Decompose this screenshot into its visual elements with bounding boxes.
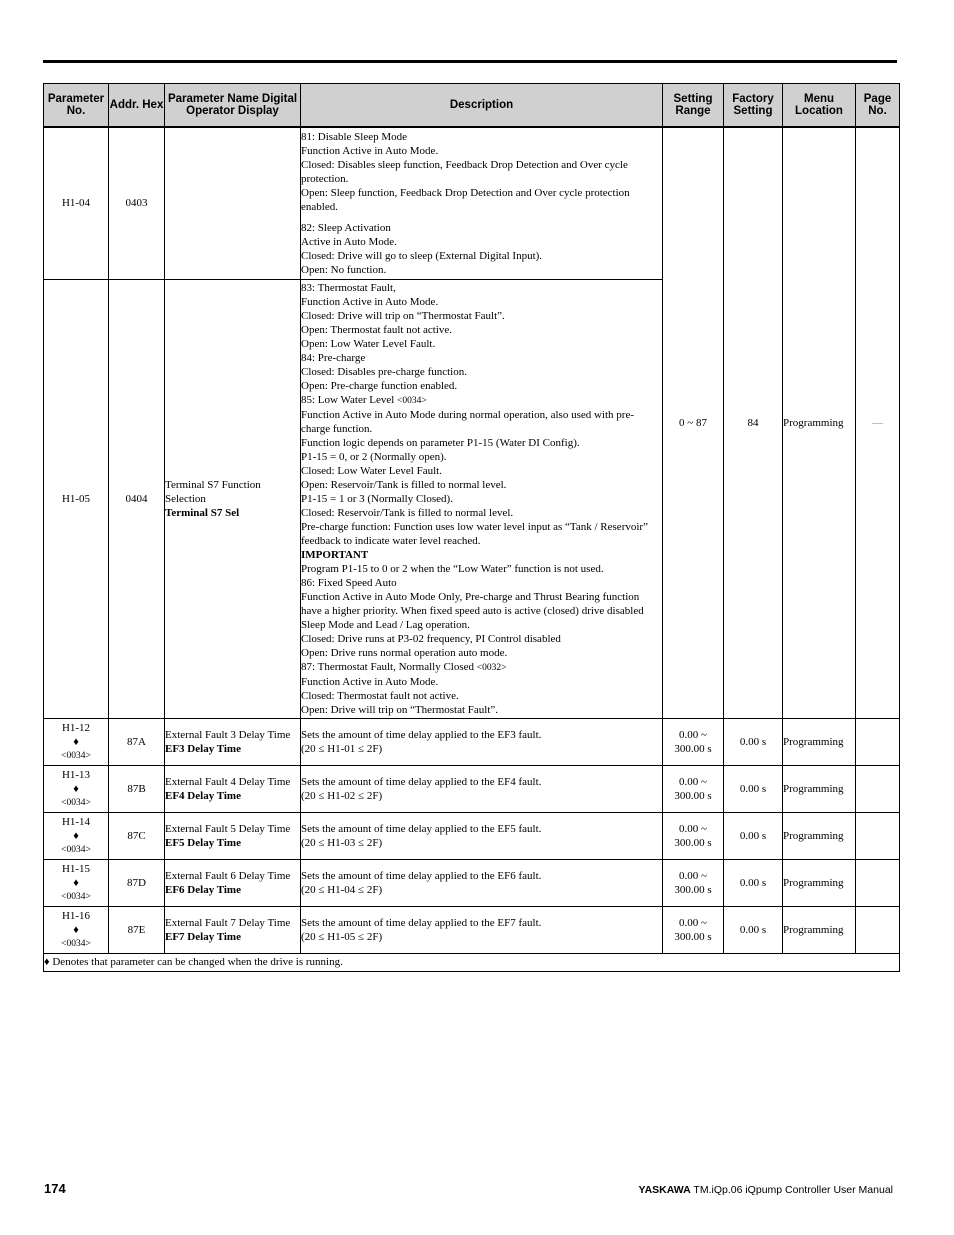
header-param-name: Parameter Name Digital Operator Display <box>165 84 301 128</box>
page-no <box>856 765 900 812</box>
param-name-display: EF7 Delay Time <box>165 930 241 943</box>
setting-range-max: 300.00 s <box>674 836 712 849</box>
description-line: (20 ≤ H1-02 ≤ 2F) <box>301 789 383 802</box>
description <box>301 127 663 279</box>
factory-setting: 0.00 s <box>724 859 783 906</box>
header-menu-location: Menu Location <box>783 84 856 128</box>
description <box>301 812 663 859</box>
page-no <box>856 812 900 859</box>
brand-name: YASKAWA <box>638 1184 691 1196</box>
param-name-display: EF3 Delay Time <box>165 742 241 755</box>
table-row <box>44 718 900 765</box>
param-code: H1-14 <box>61 815 91 828</box>
description-block-82 <box>301 221 662 277</box>
run-change-diamond-icon: ♦ <box>73 876 79 889</box>
menu-location: Programming <box>783 765 856 812</box>
description-line: Closed: Disables sleep function, Feedback Drop Detection and Over cycle protection. <box>301 158 628 185</box>
description-line: 83: Thermostat Fault, <box>301 281 396 294</box>
table-row <box>44 859 900 906</box>
description-line: 84: Pre-charge <box>301 351 366 364</box>
setting-range: 0 ~ 87 <box>663 127 724 718</box>
param-name <box>165 906 301 953</box>
param-no: H1-04 <box>44 127 109 279</box>
param-name-full: External Fault 7 Delay Time <box>165 916 291 929</box>
param-name <box>165 127 301 279</box>
description-block-81 <box>301 130 662 214</box>
table-row-h1-04 <box>44 127 900 279</box>
version-tag: <0034> <box>61 891 91 902</box>
description-line: Open: Thermostat fault not active. <box>301 323 453 336</box>
description <box>301 906 663 953</box>
description-line: Function Active in Auto Mode. <box>301 144 439 157</box>
description-line: (20 ≤ H1-03 ≤ 2F) <box>301 836 383 849</box>
description <box>301 765 663 812</box>
setting-range-max: 300.00 s <box>674 789 712 802</box>
factory-setting: 0.00 s <box>724 765 783 812</box>
table-row <box>44 906 900 953</box>
description-line: Function Active in Auto Mode Only, Pre-charge and Thrust Bearing function have a higher priority. When fixed speed auto is active (closed) drive disabled Sleep Mode and Lead / Lag operation. <box>301 590 644 631</box>
addr-hex: 87E <box>109 906 165 953</box>
header-param-no: Parameter No. <box>44 84 109 128</box>
setting-range-min: 0.00 ~ <box>679 916 707 929</box>
version-tag: <0034> <box>61 938 91 949</box>
factory-setting: 84 <box>724 127 783 718</box>
setting-range-max: 300.00 s <box>674 883 712 896</box>
factory-setting: 0.00 s <box>724 906 783 953</box>
description-line: P1-15 = 1 or 3 (Normally Closed). <box>301 492 453 505</box>
header-description: Description <box>301 84 663 128</box>
parameter-table <box>43 83 900 972</box>
page-no <box>856 859 900 906</box>
param-name-display: EF6 Delay Time <box>165 883 241 896</box>
setting-range-max: 300.00 s <box>674 930 712 943</box>
param-name-display: Terminal S7 Sel <box>165 506 240 519</box>
setting-range-min: 0.00 ~ <box>679 822 707 835</box>
addr-hex: 87A <box>109 718 165 765</box>
setting-range-min: 0.00 ~ <box>679 869 707 882</box>
param-code: H1-12 <box>61 721 91 734</box>
description-line: 82: Sleep Activation <box>301 221 391 234</box>
description-line: Open: Sleep function, Feedback Drop Detection and Over cycle protection enabled. <box>301 186 630 213</box>
description <box>301 718 663 765</box>
description-line: Closed: Thermostat fault not active. <box>301 689 459 702</box>
param-no <box>44 859 109 906</box>
param-name <box>165 812 301 859</box>
description-line: Closed: Reservoir/Tank is filled to normal level. <box>301 506 514 519</box>
addr-hex: 87B <box>109 765 165 812</box>
description-line: Sets the amount of time delay applied to the EF5 fault. <box>301 822 542 835</box>
header-factory-setting: Factory Setting <box>724 84 783 128</box>
param-name-full: External Fault 5 Delay Time <box>165 822 291 835</box>
top-rule <box>43 60 897 63</box>
description-line: Sets the amount of time delay applied to the EF7 fault. <box>301 916 542 929</box>
param-name-full: Terminal S7 Function Selection <box>165 478 261 505</box>
table-row <box>44 812 900 859</box>
param-code: H1-16 <box>61 909 91 922</box>
description-line: Sets the amount of time delay applied to the EF3 fault. <box>301 728 542 741</box>
description-line: P1-15 = 0, or 2 (Normally open). <box>301 450 447 463</box>
description-line: Closed: Disables pre-charge function. <box>301 365 467 378</box>
version-tag: <0034> <box>61 797 91 808</box>
description-line: 81: Disable Sleep Mode <box>301 130 408 143</box>
param-name <box>165 718 301 765</box>
setting-range-min: 0.00 ~ <box>679 728 707 741</box>
param-code: H1-15 <box>61 862 91 875</box>
footnote: ♦ Denotes that parameter can be changed when the drive is running. <box>44 953 900 971</box>
doc-name: TM.iQp.06 iQpump Controller User Manual <box>693 1184 893 1196</box>
run-change-diamond-icon: ♦ <box>73 829 79 842</box>
param-name <box>165 765 301 812</box>
description-line: Open: Pre-charge function enabled. <box>301 379 458 392</box>
menu-location: Programming <box>783 127 856 718</box>
run-change-diamond-icon: ♦ <box>73 923 79 936</box>
description-line: Active in Auto Mode. <box>301 235 397 248</box>
description-line: Sets the amount of time delay applied to the EF6 fault. <box>301 869 542 882</box>
description-line: (20 ≤ H1-04 ≤ 2F) <box>301 883 383 896</box>
addr-hex: 0404 <box>109 279 165 718</box>
description-line: 86: Fixed Speed Auto <box>301 576 397 589</box>
setting-range <box>663 812 724 859</box>
setting-range <box>663 906 724 953</box>
header-setting-range: Setting Range <box>663 84 724 128</box>
setting-range-max: 300.00 s <box>674 742 712 755</box>
description-line: Open: Low Water Level Fault. <box>301 337 436 350</box>
description-line: Open: Reservoir/Tank is filled to normal level. <box>301 478 507 491</box>
footnote-row <box>44 953 900 971</box>
version-tag: <0034> <box>61 750 91 761</box>
menu-location: Programming <box>783 859 856 906</box>
description-line: Function Active in Auto Mode. <box>301 295 439 308</box>
description-line: Open: Drive will trip on “Thermostat Fault”. <box>301 703 499 716</box>
param-no <box>44 765 109 812</box>
table-row <box>44 765 900 812</box>
description <box>301 859 663 906</box>
description-line: Closed: Drive runs at P3-02 frequency, PI Control disabled <box>301 632 561 645</box>
run-change-diamond-icon: ♦ <box>73 735 79 748</box>
description-line: Pre-charge function: Function uses low water level input as “Tank / Reservoir” feedback to indicate water level reached. <box>301 520 648 547</box>
factory-setting: 0.00 s <box>724 718 783 765</box>
description-line: Closed: Drive will go to sleep (External Digital Input). <box>301 249 543 262</box>
menu-location: Programming <box>783 906 856 953</box>
run-change-diamond-icon: ♦ <box>73 782 79 795</box>
description-line-87: 87: Thermostat Fault, Normally Closed <0032> <box>301 660 507 673</box>
page-number: 174 <box>44 1181 66 1196</box>
description-line: (20 ≤ H1-01 ≤ 2F) <box>301 742 383 755</box>
param-no: H1-05 <box>44 279 109 718</box>
param-name <box>165 279 301 718</box>
param-code: H1-13 <box>61 768 91 781</box>
header-page-no: Page No. <box>856 84 900 128</box>
param-name <box>165 859 301 906</box>
description-line: (20 ≤ H1-05 ≤ 2F) <box>301 930 383 943</box>
important-label: IMPORTANT <box>301 548 369 561</box>
header-addr-hex: Addr. Hex <box>109 84 165 128</box>
menu-location: Programming <box>783 718 856 765</box>
description <box>301 279 663 718</box>
description-line-85: 85: Low Water Level <0034> <box>301 393 427 406</box>
addr-hex: 87C <box>109 812 165 859</box>
page-no <box>856 906 900 953</box>
description-line: Closed: Drive will trip on “Thermostat Fault”. <box>301 309 505 322</box>
description-line: Function Active in Auto Mode during normal operation, also used with pre-charge function. <box>301 408 635 435</box>
param-name-full: External Fault 6 Delay Time <box>165 869 291 882</box>
setting-range <box>663 765 724 812</box>
param-no <box>44 812 109 859</box>
description-line: Function logic depends on parameter P1-15 (Water DI Config). <box>301 436 580 449</box>
table-header-row <box>44 84 900 128</box>
setting-range <box>663 859 724 906</box>
param-name-full: External Fault 3 Delay Time <box>165 728 291 741</box>
description-line: Sets the amount of time delay applied to the EF4 fault. <box>301 775 542 788</box>
description-line: Program P1-15 to 0 or 2 when the “Low Water” function is not used. <box>301 562 604 575</box>
factory-setting: 0.00 s <box>724 812 783 859</box>
param-name-display: EF5 Delay Time <box>165 836 241 849</box>
page-no <box>856 718 900 765</box>
page-no: — <box>856 127 900 718</box>
description-line: Function Active in Auto Mode. <box>301 675 439 688</box>
setting-range <box>663 718 724 765</box>
description-line: Closed: Low Water Level Fault. <box>301 464 442 477</box>
addr-hex: 0403 <box>109 127 165 279</box>
menu-location: Programming <box>783 812 856 859</box>
setting-range-min: 0.00 ~ <box>679 775 707 788</box>
param-name-full: External Fault 4 Delay Time <box>165 775 291 788</box>
version-tag: <0034> <box>61 844 91 855</box>
footer-doc-title <box>639 1184 893 1196</box>
param-no <box>44 718 109 765</box>
param-no <box>44 906 109 953</box>
description-line: Open: Drive runs normal operation auto mode. <box>301 646 508 659</box>
addr-hex: 87D <box>109 859 165 906</box>
param-name-display: EF4 Delay Time <box>165 789 241 802</box>
description-line: Open: No function. <box>301 263 387 276</box>
